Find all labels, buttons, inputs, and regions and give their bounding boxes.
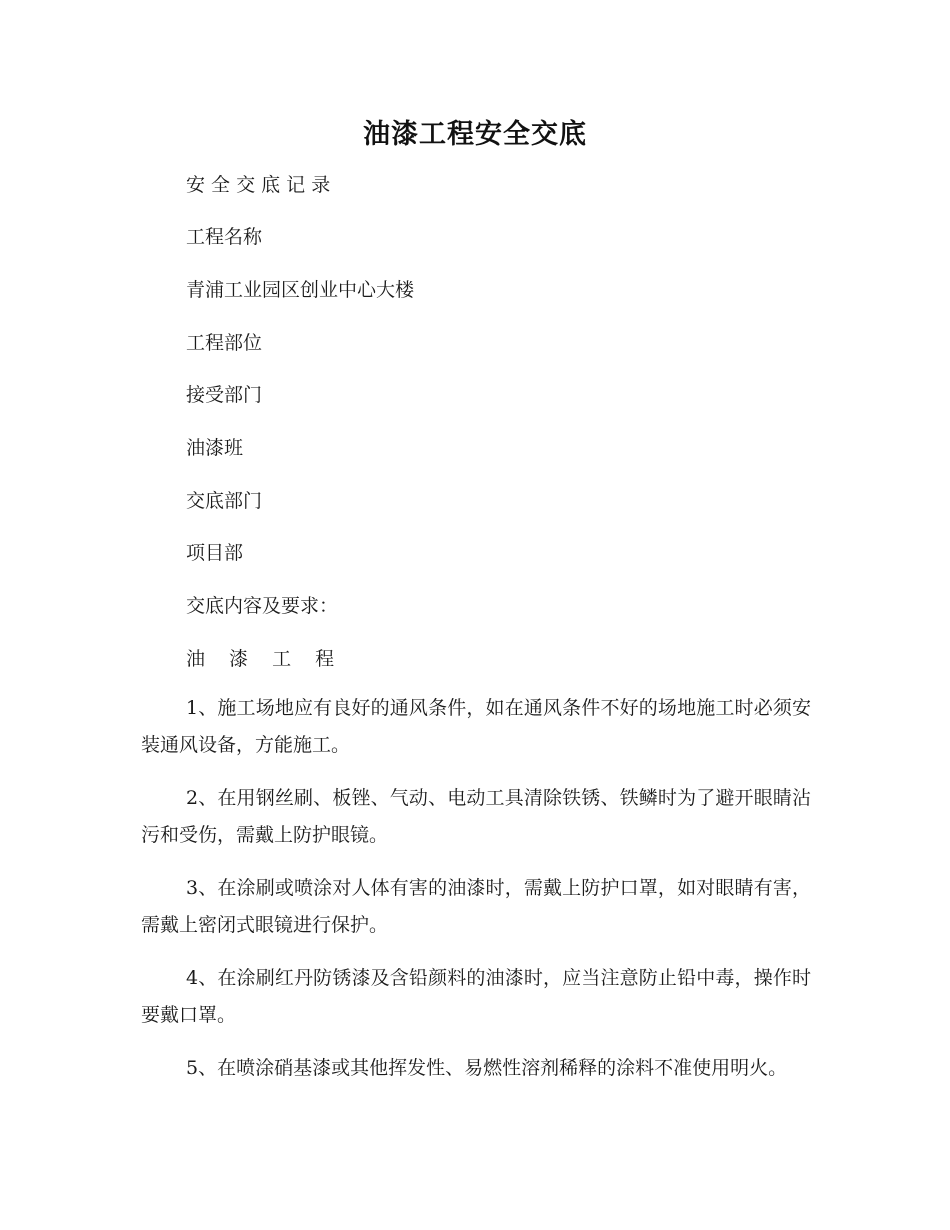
field-receiving-dept-label: 接受部门 [186,384,263,406]
paragraph-5: 5、在喷涂硝基漆或其他挥发性、易燃性溶剂稀释的涂料不准使用明火。 [186,1057,788,1079]
paragraph-2: 2、在用钢丝刷、板锉、气动、电动工具清除铁锈、铁鳞时为了避开眼睛沾污和受伤，需戴上防护眼镜。 [141,787,811,846]
field-briefing-dept-value: 项目部 [186,542,244,564]
paragraph-3: 3、在涂刷或喷涂对人体有害的油漆时，需戴上防护口罩，如对眼睛有害，需戴上密闭式眼镜进行保护。 [141,877,811,936]
section-heading: 油 漆 工 程 [186,648,344,670]
field-briefing-dept-label: 交底部门 [186,490,263,512]
field-receiving-dept-value: 油漆班 [186,437,244,459]
paragraph-1: 1、施工场地应有良好的通风条件，如在通风条件不好的场地施工时必须安装通风设备，方能施工。 [141,697,811,756]
record-heading: 安 全 交 底 记 录 [186,174,331,196]
field-content-label: 交底内容及要求： [186,595,339,617]
field-project-part-label: 工程部位 [186,332,263,354]
document-title: 油漆工程安全交底 [363,119,587,150]
field-project-name-label: 工程名称 [186,226,263,248]
field-project-name-value: 青浦工业园区创业中心大楼 [186,279,415,301]
paragraph-4: 4、在涂刷红丹防锈漆及含铅颜料的油漆时，应当注意防止铅中毒，操作时要戴口罩。 [141,967,811,1026]
